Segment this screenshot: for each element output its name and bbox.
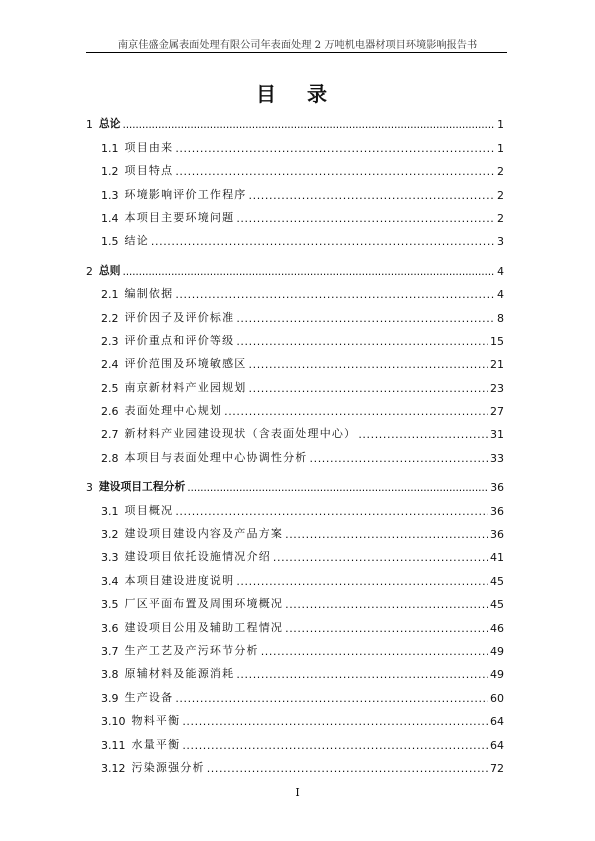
toc-dot-leader [187,481,488,494]
toc-dot-leader [122,265,495,278]
running-header: 南京佳盛金属表面处理有限公司年表面处理 2 万吨机电器材项目环境影响报告书 [117,40,478,51]
toc-dot-leader [236,312,495,325]
toc-section-entry[interactable] [86,564,504,587]
toc-entry-page: 1 [497,118,504,132]
toc-dot-leader [273,551,488,564]
toc-dot-leader [151,235,495,248]
toc-entry-page: 36 [490,528,504,542]
toc-entry-title: 原辅材料及能源消耗 [124,667,235,681]
toc-entry-page: 15 [490,334,504,348]
toc-entry-title: 生产设备 [124,690,174,704]
toc-entry-title: 厂区平面布置及周围环境概况 [124,597,284,611]
toc-entry-number: 2.3 [101,334,119,348]
toc-section-entry[interactable] [86,611,504,634]
toc-dot-leader [285,598,488,611]
toc-section-entry[interactable] [86,441,504,464]
toc-dot-leader [249,358,489,371]
toc-entry-page: 41 [490,551,504,565]
toc-dot-leader [310,452,489,465]
toc-dot-leader [358,428,488,441]
table-of-contents [86,108,504,775]
toc-dot-leader [224,405,488,418]
toc-entry-title: 建设项目依托设施情况介绍 [124,550,271,564]
toc-entry-page: 8 [497,311,504,325]
toc-entry-number: 2 [86,264,93,278]
toc-entry-page: 60 [490,691,504,705]
toc-entry-page: 4 [497,264,504,278]
toc-section-entry[interactable] [86,705,504,728]
toc-entry-page: 46 [490,621,504,635]
toc-entry-title: 评价重点和评价等级 [124,333,235,347]
toc-entry-number: 3.8 [101,668,119,682]
toc-entry-title: 项目特点 [124,164,174,178]
toc-entry-page: 72 [490,761,504,775]
toc-entry-title: 建设项目公用及辅助工程情况 [124,620,284,634]
page-title: 目 录 [256,82,339,106]
toc-dot-leader [175,142,495,155]
toc-dot-leader [122,118,495,131]
toc-entry-number: 2.6 [101,405,119,419]
toc-section-entry[interactable] [86,155,504,178]
toc-entry-number: 2.5 [101,381,119,395]
toc-entry-page: 21 [490,358,504,372]
toc-entry-title: 生产工艺及产污环节分析 [124,643,259,657]
toc-entry-number: 3.4 [101,574,119,588]
toc-entry-page: 45 [490,574,504,588]
toc-dot-leader [285,528,488,541]
toc-section-entry[interactable] [86,395,504,418]
toc-entry-title: 新材料产业园建设现状（含表面处理中心） [124,427,357,441]
toc-entry-page: 64 [490,715,504,729]
toc-entry-number: 1.2 [101,165,119,179]
toc-entry-page: 23 [490,381,504,395]
toc-entry-title: 本项目主要环境问题 [124,210,235,224]
toc-chapter-entry[interactable] [86,108,504,131]
toc-section-entry[interactable] [86,588,504,611]
toc-entry-number: 2.8 [101,451,119,465]
toc-entry-number: 3.7 [101,644,119,658]
toc-section-entry[interactable] [86,541,504,564]
toc-entry-page: 27 [490,405,504,419]
toc-entry-page: 31 [490,428,504,442]
toc-entry-title: 南京新材料产业园规划 [124,380,247,394]
toc-section-entry[interactable] [86,202,504,225]
toc-dot-leader [207,762,488,775]
toc-dot-leader [182,739,488,752]
toc-entry-page: 49 [490,644,504,658]
toc-entry-page: 2 [497,188,504,202]
toc-section-entry[interactable] [86,752,504,775]
toc-section-entry[interactable] [86,728,504,751]
toc-entry-title: 评价因子及评价标准 [124,310,235,324]
toc-entry-number: 1.3 [101,188,119,202]
toc-dot-leader [236,668,488,681]
toc-entry-number: 3.11 [101,738,126,752]
toc-section-entry[interactable] [86,131,504,154]
toc-entry-title: 编制依据 [124,287,174,301]
toc-entry-title: 表面处理中心规划 [124,404,223,418]
toc-section-entry[interactable] [86,418,504,441]
toc-section-entry[interactable] [86,178,504,201]
toc-entry-number: 3.1 [101,504,119,518]
toc-entry-title: 项目概况 [124,503,174,517]
toc-dot-leader [285,622,488,635]
toc-section-entry[interactable] [86,681,504,704]
toc-section-entry[interactable] [86,371,504,394]
toc-entry-number: 1.1 [101,141,119,155]
toc-entry-number: 3.3 [101,551,119,565]
toc-dot-leader [236,575,488,588]
toc-dot-leader [236,212,495,225]
toc-section-entry[interactable] [86,658,504,681]
toc-entry-number: 3 [86,481,93,495]
toc-entry-number: 3.12 [101,761,126,775]
toc-entry-number: 3.5 [101,598,119,612]
toc-entry-page: 64 [490,738,504,752]
toc-entry-title: 项目由来 [124,140,174,154]
toc-entry-number: 2.2 [101,311,119,325]
toc-entry-page: 2 [497,165,504,179]
toc-entry-page: 45 [490,598,504,612]
toc-entry-page: 4 [497,288,504,302]
toc-dot-leader [175,692,488,705]
toc-entry-title: 建设项目建设内容及产品方案 [124,527,284,541]
toc-section-entry[interactable] [86,348,504,371]
toc-dot-leader [175,165,495,178]
toc-chapter-entry[interactable] [86,471,504,494]
toc-section-entry[interactable] [86,518,504,541]
toc-entry-title: 评价范围及环境敏感区 [124,357,247,371]
toc-dot-leader [249,382,489,395]
toc-entry-page: 2 [497,211,504,225]
toc-entry-title: 总则 [98,263,121,277]
toc-entry-number: 1 [86,118,93,132]
toc-entry-title: 本项目建设进度说明 [124,573,235,587]
toc-dot-leader [249,189,496,202]
toc-dot-leader [175,288,495,301]
toc-section-entry[interactable] [86,278,504,301]
toc-entry-title: 结论 [124,234,149,248]
toc-entry-number: 3.6 [101,621,119,635]
toc-entry-number: 3.9 [101,691,119,705]
toc-dot-leader [175,505,488,518]
page-number: I [295,786,300,799]
toc-entry-number: 3.10 [101,715,126,729]
toc-entry-page: 1 [497,141,504,155]
toc-entry-number: 2.4 [101,358,119,372]
toc-entry-title: 建设项目工程分析 [98,480,186,494]
toc-section-entry[interactable] [86,325,504,348]
toc-entry-title: 总论 [98,117,121,131]
toc-entry-number: 1.4 [101,211,119,225]
toc-entry-page: 3 [497,235,504,249]
toc-dot-leader [261,645,488,658]
toc-dot-leader [182,715,488,728]
toc-entry-number: 3.2 [101,528,119,542]
toc-entry-title: 物料平衡 [131,714,181,728]
toc-entry-title: 本项目与表面处理中心协调性分析 [124,450,308,464]
toc-entry-title: 环境影响评价工作程序 [124,187,247,201]
toc-entry-title: 污染源强分析 [131,760,205,774]
toc-section-entry[interactable] [86,494,504,517]
toc-section-entry[interactable] [86,225,504,248]
toc-section-entry[interactable] [86,301,504,324]
toc-entry-number: 1.5 [101,235,119,249]
toc-entry-number: 2.1 [101,288,119,302]
toc-entry-page: 36 [490,504,504,518]
toc-entry-number: 2.7 [101,428,119,442]
toc-entry-page: 36 [490,481,504,495]
toc-entry-page: 49 [490,668,504,682]
toc-dot-leader [236,335,488,348]
toc-section-entry[interactable] [86,635,504,658]
toc-entry-title: 水量平衡 [131,737,181,751]
toc-chapter-entry[interactable] [86,254,504,277]
toc-entry-page: 33 [490,451,504,465]
header-rule [86,52,507,53]
